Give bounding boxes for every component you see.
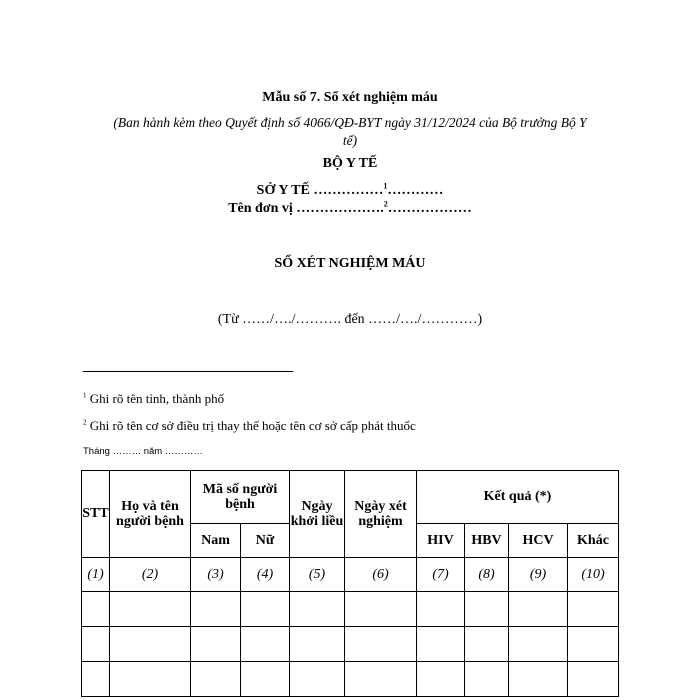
header-female: Nữ [241, 524, 290, 558]
column-number: (1) [82, 558, 110, 592]
footnote-1 [83, 391, 224, 407]
column-number: (10) [568, 558, 619, 592]
header-male: Nam [191, 524, 241, 558]
table-cell[interactable] [568, 662, 619, 697]
footnote-ref-1: 1 [383, 181, 388, 191]
column-number: (6) [345, 558, 417, 592]
table-cell[interactable] [345, 627, 417, 662]
table-cell[interactable] [241, 662, 290, 697]
table-cell[interactable] [417, 662, 465, 697]
table-cell[interactable] [82, 592, 110, 627]
header-patient-id: Mã số người bệnh [191, 471, 290, 524]
table-cell[interactable] [465, 592, 509, 627]
footnote-text: Ghi rõ tên cơ sở điều trị thay thế hoặc tên cơ sở cấp phát thuốc [89, 418, 416, 433]
table-cell[interactable] [568, 592, 619, 627]
header-result: Kết quả (*) [417, 471, 619, 524]
header-patient-name: Họ và tên người bệnh [110, 471, 191, 558]
table-cell[interactable] [241, 627, 290, 662]
table-cell[interactable] [110, 662, 191, 697]
table-cell[interactable] [345, 662, 417, 697]
footnote-separator [83, 371, 293, 372]
table-cell[interactable] [82, 627, 110, 662]
table-cell[interactable] [465, 627, 509, 662]
footnote-ref-2: 2 [383, 199, 388, 209]
department-tail: ………… [387, 183, 444, 198]
form-title: Mẫu số 7. Sổ xét nghiệm máu [262, 90, 438, 105]
column-number: (4) [241, 558, 290, 592]
header-hbv: HBV [465, 524, 509, 558]
column-number: (5) [290, 558, 345, 592]
ministry-name: BỘ Y TẾ [322, 156, 378, 171]
unit-tail: ……………… [387, 201, 472, 216]
table-row [82, 662, 619, 697]
unit-line [0, 201, 700, 217]
table-cell[interactable] [568, 627, 619, 662]
footnote-2 [83, 418, 416, 434]
header-hiv: HIV [417, 524, 465, 558]
table-cell[interactable] [509, 627, 568, 662]
table-cell[interactable] [345, 592, 417, 627]
table-cell[interactable] [110, 592, 191, 627]
column-number: (2) [110, 558, 191, 592]
footnote-mark: 1 [83, 391, 87, 400]
month-line: Tháng ……… năm ………… [83, 446, 203, 457]
period-line: (Từ ……/…./………. đến ……/…./…………) [217, 312, 483, 327]
table-cell[interactable] [82, 662, 110, 697]
footnote-mark: 2 [83, 418, 87, 427]
form-subtitle-line2: tế) [342, 133, 358, 148]
table-cell[interactable] [241, 592, 290, 627]
table-cell[interactable] [191, 627, 241, 662]
unit-label: Tên đơn vị ………………. [228, 201, 384, 216]
table-cell[interactable] [290, 592, 345, 627]
table-row [82, 592, 619, 627]
header-stt: STT [82, 471, 110, 558]
column-number: (3) [191, 558, 241, 592]
column-number: (7) [417, 558, 465, 592]
header-other: Khác [568, 524, 619, 558]
table-cell[interactable] [290, 662, 345, 697]
department-line [0, 183, 700, 199]
column-number: (8) [465, 558, 509, 592]
table-cell[interactable] [191, 662, 241, 697]
table-row [82, 627, 619, 662]
column-number: (9) [509, 558, 568, 592]
column-number-row [82, 558, 619, 592]
book-title: SỔ XÉT NGHIỆM MÁU [274, 256, 426, 271]
footnote-text: Ghi rõ tên tỉnh, thành phố [89, 391, 225, 406]
table-cell[interactable] [509, 592, 568, 627]
table-cell[interactable] [417, 592, 465, 627]
form-subtitle-line1: (Ban hành kèm theo Quyết định số 4066/QĐ-BYT ngày 31/12/2024 của Bộ trưởng Bộ Y [113, 115, 587, 130]
department-label: SỞ Y TẾ …………… [256, 183, 384, 198]
table-cell[interactable] [509, 662, 568, 697]
table-cell[interactable] [191, 592, 241, 627]
table-cell[interactable] [465, 662, 509, 697]
header-start-date: Ngày khởi liều [290, 471, 345, 558]
table-cell[interactable] [417, 627, 465, 662]
table-cell[interactable] [290, 627, 345, 662]
header-hcv: HCV [509, 524, 568, 558]
header-test-date: Ngày xét nghiệm [345, 471, 417, 558]
table-cell[interactable] [110, 627, 191, 662]
blood-test-table [81, 470, 619, 697]
